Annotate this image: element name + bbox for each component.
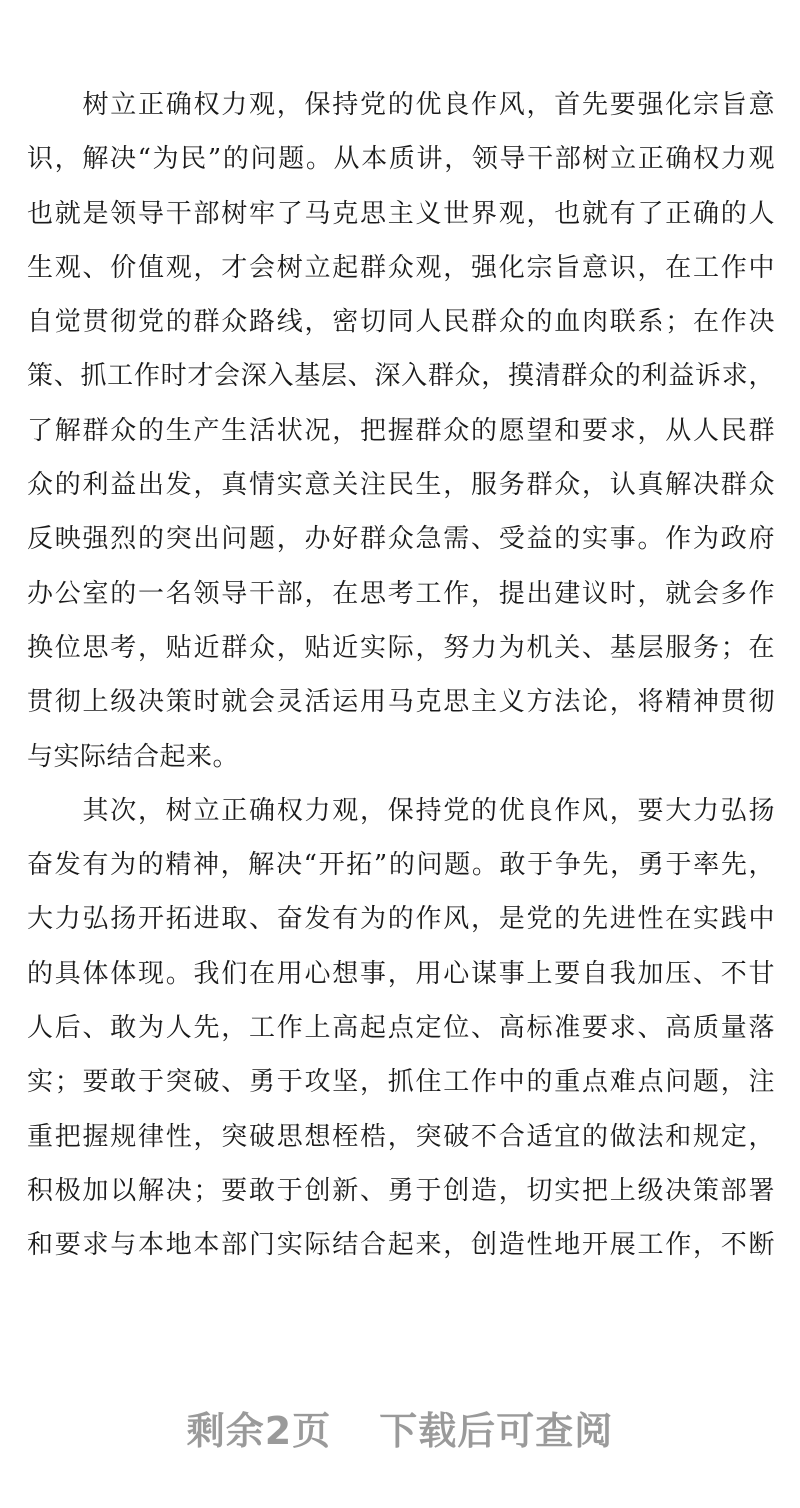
text-line: 生观、价值观，才会树立起群众观，强化宗旨意识，在工作中: [27, 252, 775, 283]
text-line: 识，解决“为民”的问题。从本质讲，领导干部树立正确权力观: [27, 144, 775, 175]
text-line: 换位思考，贴近群众，贴近实际，努力为机关、基层服务；在: [27, 632, 775, 663]
text-line: 策、抓工作时才会深入基层、深入群众，摸清群众的利益诉求，: [27, 361, 775, 392]
download-to-view-label: 下载后可查阅: [379, 1409, 614, 1453]
text-line: 和要求与本地本部门实际结合起来，创造性地开展工作，不断: [27, 1230, 775, 1261]
text-line: 办公室的一名领导干部，在思考工作，提出建议时，就会多作: [27, 578, 775, 609]
text-line: 实；要敢于突破、勇于攻坚，抓住工作中的重点难点问题，注: [27, 1067, 775, 1098]
text-line: 贯彻上级决策时就会灵活运用马克思主义方法论，将精神贯彻: [27, 687, 775, 718]
remaining-pages-label: 剩余2页: [186, 1409, 332, 1453]
text-line: 反映强烈的突出问题，办好群众急需、受益的实事。作为政府: [27, 524, 775, 555]
text-line: 大力弘扬开拓进取、奋发有为的作风，是党的先进性在实践中: [27, 904, 775, 935]
text-line: 了解群众的生产生活状况，把握群众的愿望和要求，从人民群: [27, 415, 775, 446]
document-body: [27, 78, 775, 1273]
text-line: 与实际结合起来。: [27, 741, 240, 772]
text-line: 其次，树立正确权力观，保持党的优良作风，要大力弘扬: [27, 795, 775, 826]
paragraph-2: [27, 784, 775, 1273]
text-line: 也就是领导干部树牢了马克思主义世界观，也就有了正确的人: [27, 198, 775, 229]
text-line: 的具体体现。我们在用心想事，用心谋事上要自我加压、不甘: [27, 958, 775, 989]
text-line: 奋发有为的精神，解决“开拓”的问题。敢于争先，勇于率先，: [27, 850, 775, 881]
text-line: 人后、敢为人先，工作上高起点定位、高标准要求、高质量落: [27, 1013, 775, 1044]
download-prompt[interactable]: [0, 1400, 800, 1455]
text-line: 重把握规律性，突破思想桎梏，突破不合适宜的做法和规定，: [27, 1121, 775, 1152]
paragraph-1: [27, 78, 775, 784]
text-line: 众的利益出发，真情实意关注民生，服务群众，认真解决群众: [27, 470, 775, 501]
text-line: 自觉贯彻党的群众路线，密切同人民群众的血肉联系；在作决: [27, 307, 775, 338]
text-line: 树立正确权力观，保持党的优良作风，首先要强化宗旨意: [27, 90, 775, 120]
text-line: 积极加以解决；要敢于创新、勇于创造，切实把上级决策部署: [27, 1175, 775, 1206]
